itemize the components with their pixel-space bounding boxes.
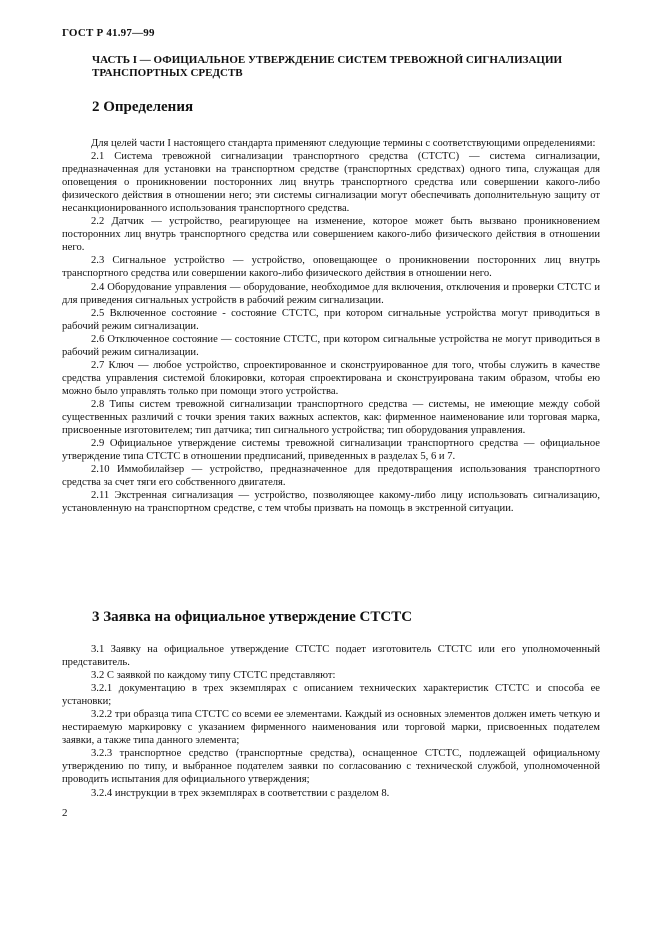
section-3-body	[62, 643, 600, 800]
paragraph: 3.2.3 транспортное средство (транспортные средства), оснащенное СТСТС, подлежащей официальному утверждению по типу, и выбранное подателем заявки по согласованию с технической службой, уполномоченной проводить испытания для официального утверждения;	[62, 748, 600, 786]
page-number: 2	[62, 807, 68, 819]
paragraph: 3.2.1 документацию в трех экземплярах с описанием технических характеристик СТСТС и способа ее установки;	[62, 683, 600, 708]
paragraph: 2.9 Официальное утверждение системы тревожной сигнализации транспортного средства — официальное утверждение типа СТСТС в отношении предписаний, приведенных в разделах 5, 6 и 7.	[62, 438, 600, 463]
section-2-body	[62, 137, 600, 515]
paragraph: 3.2.2 три образца типа СТСТС со всеми ее элементами. Каждый из основных элементов должен иметь четкую и нестираемую маркировку с указанием фирменного наименования или торговой марки, присвоенных подателем заявки, а также типа данного элемента;	[62, 709, 600, 747]
document-header: ГОСТ Р 41.97—99	[62, 27, 155, 39]
paragraph: 2.3 Сигнальное устройство — устройство, оповещающее о проникновении посторонних лиц внутрь транспортного средства или совершении какого-либо физического действия в отношении него.	[62, 255, 600, 280]
paragraph: 2.4 Оборудование управления — оборудование, необходимое для включения, отключения и проверки СТСТС и для приведения сигнальных устройств в рабочий режим сигнализации.	[62, 281, 600, 306]
paragraph: 3.1 Заявку на официальное утверждение СТСТС подает изготовитель СТСТС или его уполномоченный представитель.	[62, 644, 600, 669]
part-title: ЧАСТЬ I — ОФИЦИАЛЬНОЕ УТВЕРЖДЕНИЕ СИСТЕМ ТРЕВОЖНОЙ СИГНАЛИЗАЦИИ ТРАНСПОРТНЫХ СРЕДСТВ	[92, 54, 563, 79]
paragraph: 2.2 Датчик — устройство, реагирующее на изменение, которое может быть вызвано проникновением посторонних лиц внутрь транспортного средства или совершением какого-либо физического действия в отношении него.	[62, 216, 600, 254]
paragraph: Для целей части I настоящего стандарта применяют следующие термины с соответствующими определениями:	[91, 138, 596, 149]
paragraph: 3.2.4 инструкции в трех экземплярах в соответствии с разделом 8.	[91, 787, 390, 799]
paragraph: 2.6 Отключенное состояние — состояние СТСТС, при котором сигнальные устройства не могут приводиться в рабочий режим сигнализации.	[62, 333, 600, 358]
section-3-title: 3 Заявка на официальное утверждение СТСТС	[92, 609, 413, 625]
paragraph: 2.1 Система тревожной сигнализации транспортного средства (СТСТС) — система сигнализации, предназначенная для установки на транспортном средстве (транспортных средствах) одного типа, служащая для оповещения о проникновении посторонних лиц внутрь транспортного средства или совершении какого-либо физического действия в отношении него; эти системы сигнализации могут обеспечивать дополнительную защиту от несанкционированного использования транспортного средства.	[62, 151, 600, 215]
paragraph: 2.7 Ключ — любое устройство, спроектированное и сконструированное для того, чтобы служить в качестве средства управления системой блокировки, которая спроектирована и сконструирована таким образом, чтобы ею можно было управлять только при помощи этого устройства.	[62, 359, 600, 397]
paragraph: 3.2 С заявкой по каждому типу СТСТС представляют:	[91, 670, 336, 682]
paragraph: 2.5 Включенное состояние - состояние СТСТС, при котором сигнальные устройства могут приводиться в рабочий режим сигнализации.	[62, 307, 600, 332]
paragraph: 2.10 Иммобилайзер — устройство, предназначенное для предотвращения использования транспортного средства за счет тяги его собственного двигателя.	[62, 464, 600, 489]
paragraph: 2.8 Типы систем тревожной сигнализации транспортного средства — системы, не имеющие между собой существенных различий с точки зрения таких важных аспектов, как: фирменное наименование или торговая марка, присвоенные изготовителем; тип датчика; тип сигнального устройства; тип оборудования управления.	[62, 398, 600, 437]
section-2-title: 2 Определения	[92, 99, 194, 115]
paragraph: 2.11 Экстренная сигнализация — устройство, позволяющее какому-либо лицу использовать сигнализацию, установленную на транспортном средстве, с тем чтобы призвать на помощь в экстренной ситуации.	[62, 490, 600, 515]
